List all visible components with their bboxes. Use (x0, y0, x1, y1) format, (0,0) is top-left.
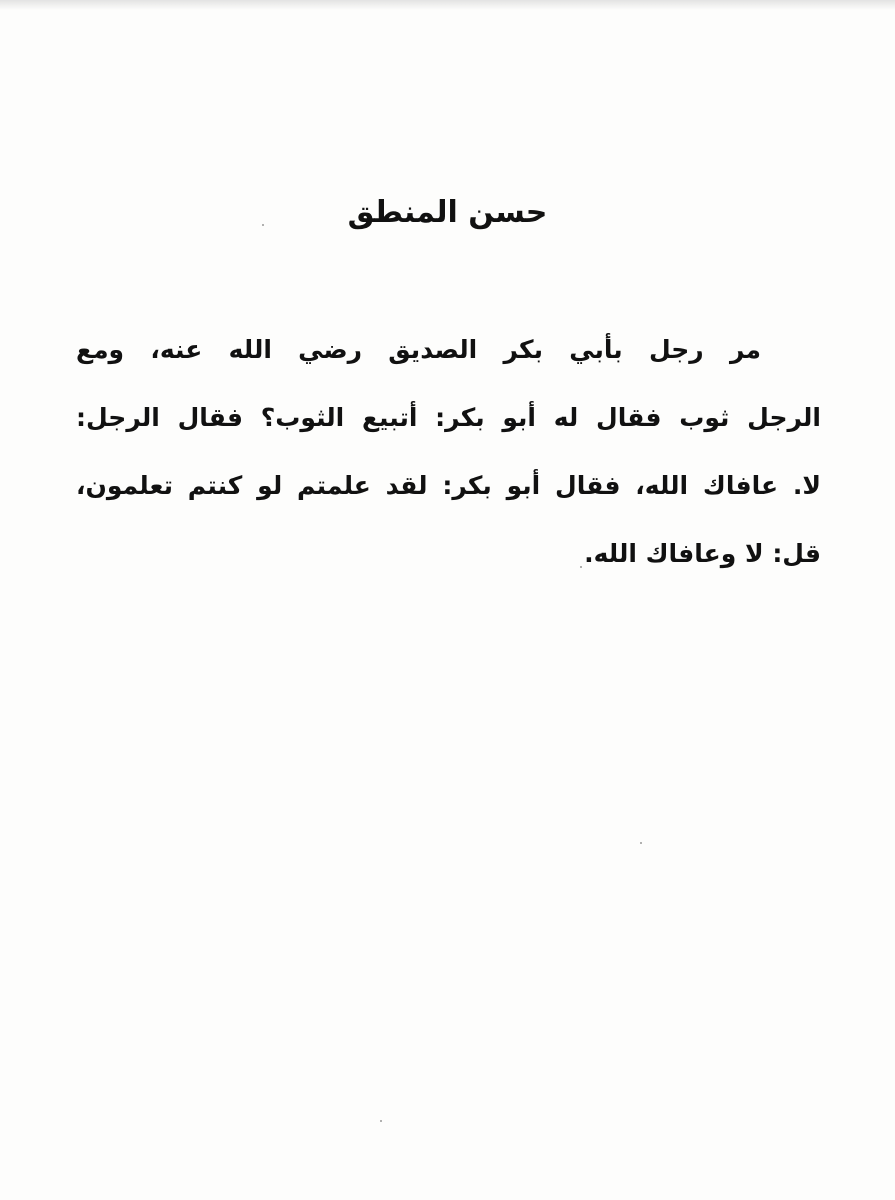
story-paragraph (76, 316, 821, 588)
scan-speck (262, 224, 264, 226)
scan-speck (380, 1120, 382, 1122)
scan-speck (640, 842, 642, 844)
paragraph-line: لا. عافاك الله، فقال أبو بكر: لقد علمتم لو كنتم تعلمون، (76, 471, 821, 500)
paragraph-line: قل: لا وعافاك الله. (584, 539, 821, 568)
paragraph-line: الرجل ثوب فقال له أبو بكر: أتبيع الثوب؟ فقال الرجل: (76, 403, 821, 432)
scan-speck (580, 566, 582, 568)
page-title: حسن المنطق (347, 195, 548, 230)
paragraph-line: مر رجل بأبي بكر الصديق رضي الله عنه، ومع (76, 335, 761, 364)
scan-top-edge (0, 0, 895, 10)
